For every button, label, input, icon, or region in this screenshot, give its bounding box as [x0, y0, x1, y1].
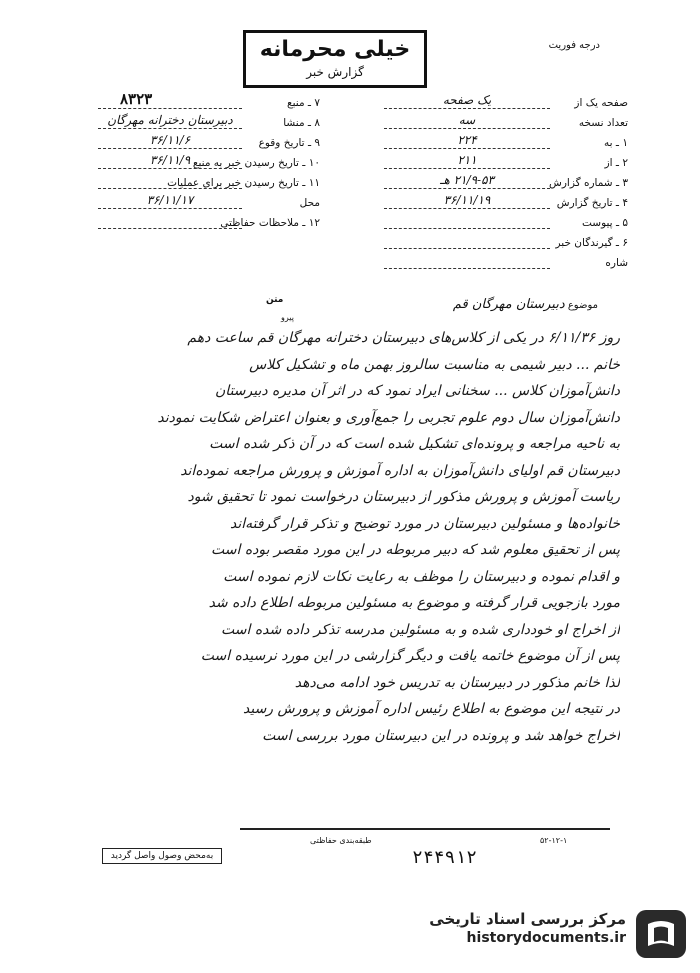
field-row: ۶ ـ گیرندگان خبر	[384, 233, 628, 253]
body-line: مورد بازجویی قرار گرفته و موضوع به مسئولین مربوطه اطلاع داده شد	[208, 595, 620, 611]
field-row: ۳ ـ شماره گزارش ۲۱/۹-۵۳ هـ	[384, 173, 628, 193]
report-fields-left	[98, 93, 320, 233]
body-line: روز ۶/۱۱/۳۶ در یکی از کلاس‌های دبیرستان دخترانه مهرگان قم ساعت دهم	[187, 330, 620, 346]
field-row: ۱۱ ـ تاریخ رسیدن خبر برای عملیات	[98, 173, 320, 193]
brand-url: historydocuments.ir	[466, 930, 626, 946]
document-number: ۲۴۴۹۱۲	[412, 847, 478, 868]
body-line: اخراج خواهد شد و پرونده در این دبیرستان مورد بررسی است	[262, 727, 620, 744]
body-line: دانش‌آموزان کلاس ... سخنانی ایراد نمود که در اثر آن مدیره دبیرستان	[215, 383, 620, 399]
field-row: تعداد نسخه سه	[384, 113, 628, 133]
urgency-label: درجه فوریت	[548, 40, 600, 51]
body-line: پس از تحقیق معلوم شد که دبیر مربوطه در این مورد مقصر بوده است	[211, 542, 620, 558]
footer-date: ۵۲-۱۲-۱	[540, 836, 568, 845]
field-row: ۹ ـ تاریخ وقوع ۳۶/۱۱/۶	[98, 133, 320, 153]
body-line: در نتیجه این موضوع به اطلاع رئیس اداره آموزش و پرورش رسید	[243, 701, 620, 717]
body-heading: متن	[266, 295, 284, 305]
field-row: ۲ ـ از ۲۱۱	[384, 153, 628, 173]
receipt-stamp: به‌محض وصول واصل گردید	[102, 848, 222, 864]
body-line: پس از آن موضوع خاتمه یافت و دیگر گزارشی در این مورد نرسیده است	[200, 648, 620, 664]
field-row: صفحه یک از یک صفحه	[384, 93, 628, 113]
body-line: به ناحیه مراجعه و پرونده‌ای تشکیل شده است که در آن ذکر شده است	[209, 436, 620, 452]
field-row: ۵ ـ پیوست	[384, 213, 628, 233]
field-row: ۸ ـ منشا دبیرستان دخترانه مهرگان	[98, 113, 320, 133]
field-row: ۱۰ ـ تاریخ رسیدن خبر به منبع ۳۶/۱۱/۹	[98, 153, 320, 173]
archive-logo-icon	[634, 908, 688, 960]
body-line: دبیرستان قم اولیای دانش‌آموزان به اداره آموزش و پرورش مراجعه نموده‌اند	[180, 462, 620, 479]
body-subheading: پیرو	[281, 313, 294, 322]
archive-brand	[426, 910, 626, 946]
report-fields-right	[384, 93, 628, 273]
stamp-title: خیلی محرمانه	[259, 37, 411, 62]
body-line: خانم ... دبیر شیمی به مناسبت سالروز بهمن ماه و تشکیل کلاس	[249, 356, 620, 373]
field-row: شاره	[384, 253, 628, 273]
field-row: ۱۲ ـ ملاحظات حفاظتی	[98, 213, 320, 233]
reference-number: ۸۳۲۳	[120, 90, 153, 108]
body-line: لذا خانم مذکور در دبیرستان به تدریس خود ادامه می‌دهد	[294, 674, 620, 691]
handwritten-body	[60, 325, 620, 749]
classification-stamp	[243, 30, 427, 88]
subject-line	[340, 297, 598, 312]
brand-name: مرکز بررسی اسناد تاریخی	[429, 910, 626, 928]
body-line: خانواده‌ها و مسئولین دبیرستان در مورد توضیح و تذکر قرار گرفته‌اند	[229, 515, 620, 532]
body-line: از اخراج او خودداری شده و به مسئولین مدرسه تذکر داده شده است	[221, 621, 620, 638]
footer-note: طبقه‌بندی حفاظتی	[310, 836, 372, 845]
body-line: دانش‌آموزان سال دوم علوم تجربی را جمع‌آوری و بعنوان اعتراض شکایت نمودند	[157, 409, 620, 426]
field-row: ۱ ـ به ۲۲۴	[384, 133, 628, 153]
body-line: ریاست آموزش و پرورش مذکور از دبیرستان درخواست نمود تا تحقیق شود	[187, 489, 620, 505]
field-row: محل ۳۶/۱۱/۱۷	[98, 193, 320, 213]
field-row: ۴ ـ تاریخ گزارش ۳۶/۱۱/۱۹	[384, 193, 628, 213]
field-row: ۷ ـ منبع	[98, 93, 320, 113]
subject-label: موضوع	[567, 300, 598, 311]
subject-text: دبیرستان مهرگان قم	[452, 297, 565, 312]
body-line: و اقدام نموده و دبیرستان را موظف به رعایت نکات لازم نموده است	[223, 568, 620, 585]
signature-line	[240, 828, 610, 830]
stamp-subtitle: گزارش خبر	[306, 65, 364, 79]
